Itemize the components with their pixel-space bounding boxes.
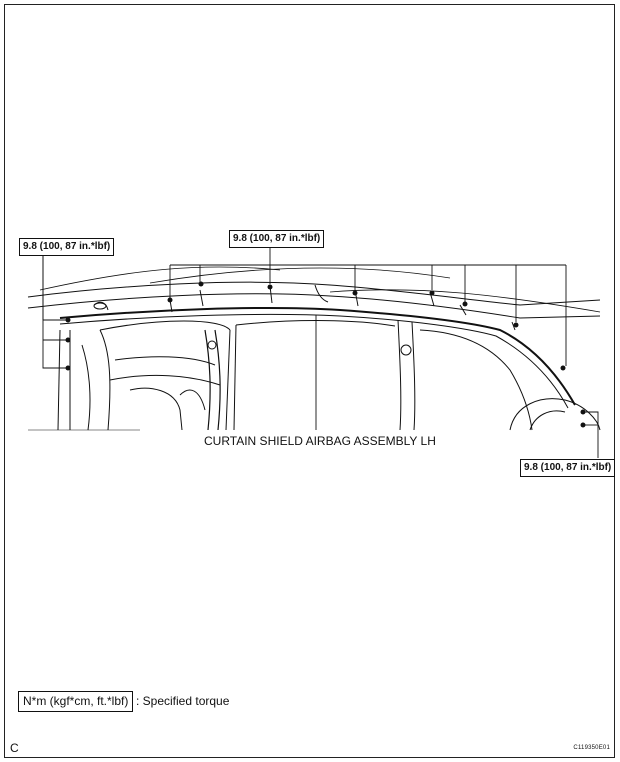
legend-description: : Specified torque xyxy=(136,694,230,708)
legend-unit-box: N*m (kgf*cm, ft.*lbf) xyxy=(18,691,133,712)
figure-code: C119350E01 xyxy=(573,745,610,751)
corner-letter: C xyxy=(10,741,19,755)
torque-label-top-center: 9.8 (100, 87 in.*lbf) xyxy=(229,230,324,248)
torque-label-left: 9.8 (100, 87 in.*lbf) xyxy=(19,238,114,256)
part-label-curtain-shield-airbag: CURTAIN SHIELD AIRBAG ASSEMBLY LH xyxy=(204,434,436,448)
torque-label-bottom-right: 9.8 (100, 87 in.*lbf) xyxy=(520,459,615,477)
